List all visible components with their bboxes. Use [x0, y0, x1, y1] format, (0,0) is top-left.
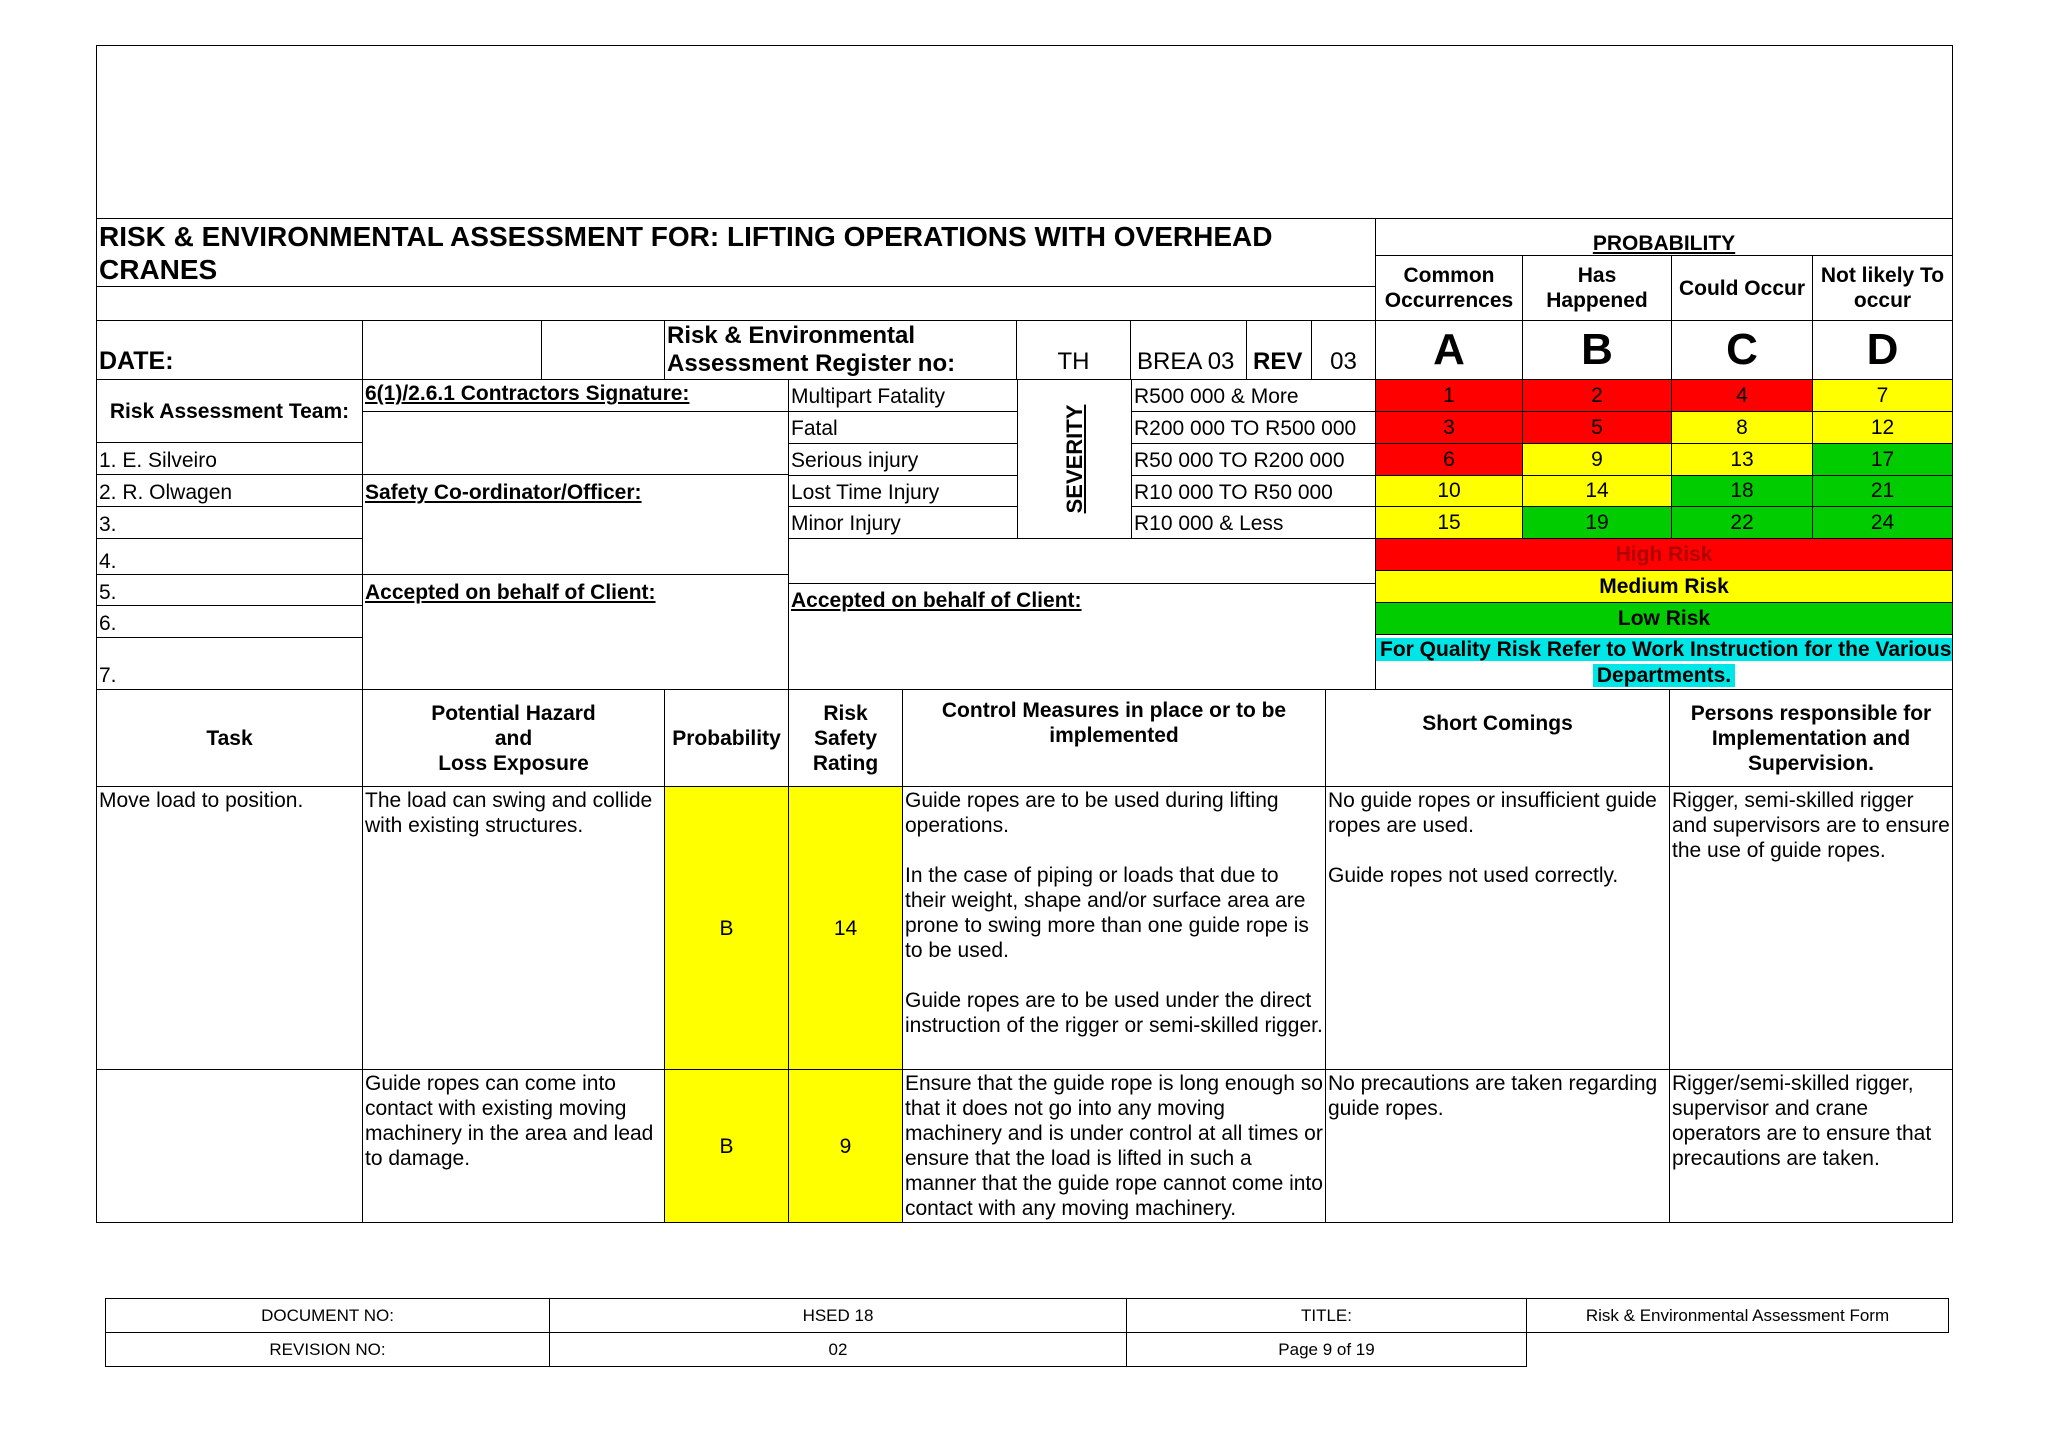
risk-cell-1d: 7 [1812, 379, 1953, 412]
prob-letter-a: A [1375, 320, 1523, 380]
prob-letter-b: B [1522, 320, 1672, 380]
severity-label: SEVERITY [1061, 404, 1087, 514]
safety-officer-label: Safety Co-ordinator/Officer: [362, 474, 789, 575]
prob-col-d-label: Not likely To occur [1812, 255, 1953, 321]
accepted-client-label: Accepted on behalf of Client: [362, 574, 789, 690]
contractor-signature-field[interactable] [362, 411, 789, 475]
prob-col-a-label: Common Occurrences [1375, 255, 1523, 321]
prob-col-c-label: Could Occur [1671, 255, 1813, 321]
team-member-5: 5. [96, 574, 363, 606]
risk-cell-5d: 24 [1812, 506, 1953, 539]
col-header-shortcomings: Short Comings [1325, 689, 1670, 787]
severity-cost-4: R10 000 TO R50 000 [1131, 475, 1376, 507]
risk-cell-4b: 14 [1522, 475, 1672, 507]
col-header-rating: Risk Safety Rating [788, 689, 903, 787]
row1-shortcomings: No guide ropes or insufficient guide ropes are used. Guide ropes not used correctly. [1325, 786, 1670, 1070]
register-label: Risk & Environmental Assessment Register no: [664, 320, 1017, 380]
row1-rating: 14 [788, 786, 903, 1070]
risk-cell-2c: 8 [1671, 411, 1813, 444]
prob-col-b-label: Has Happened [1522, 255, 1672, 321]
legend-quality-note: For Quality Risk Refer to Work Instruction for the Various Departments. [1376, 638, 1953, 687]
risk-cell-4d: 21 [1812, 475, 1953, 507]
footer-title: Risk & Environmental Assessment Form [1526, 1298, 1949, 1333]
row2-controls: Ensure that the guide rope is long enough so that it does not go into any moving machinery and is under control at all times or ensure that the load is lifted in such a manner that the guide rope cannot come into contact with any moving machinery. [902, 1069, 1326, 1223]
register-th: TH [1016, 320, 1131, 380]
risk-cell-5c: 22 [1671, 506, 1813, 539]
team-member-3: 3. [96, 506, 363, 539]
register-number: BREA 03 [1130, 320, 1247, 380]
blank-mid-row [788, 538, 1376, 584]
risk-cell-2d: 12 [1812, 411, 1953, 444]
contractor-signature-label: 6(1)/2.6.1 Contractors Signature: [362, 379, 789, 412]
risk-cell-4c: 18 [1671, 475, 1813, 507]
row1-controls: Guide ropes are to be used during lifting operations. In the case of piping or loads that due to their weight, shape and/or surface area are prone to swing more than one guide rope is to be used. Guide ropes are to be used under the direct instruction of the rigger or semi-skilled rigger. [902, 786, 1326, 1070]
row1-task: Move load to position. [96, 786, 363, 1070]
footer-doc-no: HSED 18 [549, 1298, 1127, 1333]
team-label: Risk Assessment Team: [96, 379, 363, 443]
row1-probability: B [664, 786, 789, 1070]
footer-title-label: TITLE: [1126, 1298, 1527, 1333]
legend-high-risk: High Risk [1375, 538, 1953, 571]
col-header-probability: Probability [664, 689, 789, 787]
row1-hazard: The load can swing and collide with existing structures. [362, 786, 665, 1070]
legend-medium-risk: Medium Risk [1375, 570, 1953, 603]
row2-shortcomings: No precautions are taken regarding guide ropes. [1325, 1069, 1670, 1223]
team-member-7: 7. [96, 637, 363, 690]
severity-injury-2: Fatal [788, 411, 1018, 444]
team-member-1: 1. E. Silveiro [96, 442, 363, 475]
severity-cost-1: R500 000 & More [1131, 379, 1376, 412]
row2-hazard: Guide ropes can come into contact with existing moving machinery in the area and lead to damage. [362, 1069, 665, 1223]
risk-cell-2a: 3 [1375, 411, 1523, 444]
risk-cell-2b: 5 [1522, 411, 1672, 444]
row2-probability: B [664, 1069, 789, 1223]
legend-quality-note-cell [1375, 634, 1953, 690]
risk-cell-3b: 9 [1522, 443, 1672, 476]
footer-page: Page 9 of 19 [1126, 1332, 1527, 1367]
risk-cell-3d: 17 [1812, 443, 1953, 476]
risk-cell-1c: 4 [1671, 379, 1813, 412]
legend-low-risk: Low Risk [1375, 602, 1953, 635]
probability-title: PROBABILITY [1375, 218, 1953, 256]
date-field-2[interactable] [541, 320, 665, 380]
risk-cell-3c: 13 [1671, 443, 1813, 476]
severity-cost-3: R50 000 TO R200 000 [1131, 443, 1376, 476]
risk-cell-3a: 6 [1375, 443, 1523, 476]
team-member-4: 4. [96, 538, 363, 575]
risk-cell-1a: 1 [1375, 379, 1523, 412]
severity-cost-2: R200 000 TO R500 000 [1131, 411, 1376, 444]
date-label: DATE: [96, 320, 363, 380]
rev-number: 03 [1311, 320, 1376, 380]
prob-letter-c: C [1671, 320, 1813, 380]
date-field-1[interactable] [362, 320, 542, 380]
footer-revision: 02 [549, 1332, 1127, 1367]
risk-cell-1b: 2 [1522, 379, 1672, 412]
row2-rating: 9 [788, 1069, 903, 1223]
team-member-6: 6. [96, 605, 363, 638]
page-title: RISK & ENVIRONMENTAL ASSESSMENT FOR: LIFTING OPERATIONS WITH OVERHEAD CRANES [96, 218, 1376, 287]
footer-revision-label: REVISION NO: [105, 1332, 550, 1367]
row2-persons: Rigger/semi-skilled rigger, supervisor and crane operators are to ensure that precautions are taken. [1669, 1069, 1953, 1223]
col-header-task: Task [96, 689, 363, 787]
severity-injury-5: Minor Injury [788, 506, 1018, 539]
severity-injury-3: Serious injury [788, 443, 1018, 476]
team-member-2: 2. R. Olwagen [96, 474, 363, 507]
risk-cell-5a: 15 [1375, 506, 1523, 539]
severity-label-cell [1017, 379, 1132, 539]
title-spacer-row [96, 286, 1376, 321]
prob-letter-d: D [1812, 320, 1953, 380]
risk-cell-5b: 19 [1522, 506, 1672, 539]
row1-persons: Rigger, semi-skilled rigger and supervisors are to ensure the use of guide ropes. [1669, 786, 1953, 1070]
row2-task [96, 1069, 363, 1223]
col-header-controls: Control Measures in place or to be implemented [902, 689, 1326, 787]
severity-injury-1: Multipart Fatality [788, 379, 1018, 412]
col-header-hazard: Potential Hazard and Loss Exposure [362, 689, 665, 787]
footer-doc-no-label: DOCUMENT NO: [105, 1298, 550, 1333]
severity-cost-5: R10 000 & Less [1131, 506, 1376, 539]
rev-label: REV [1246, 320, 1312, 380]
severity-injury-4: Lost Time Injury [788, 475, 1018, 507]
col-header-persons: Persons responsible for Implementation and Supervision. [1669, 689, 1953, 787]
risk-cell-4a: 10 [1375, 475, 1523, 507]
accepted-client-label-2: Accepted on behalf of Client: [788, 583, 1376, 690]
